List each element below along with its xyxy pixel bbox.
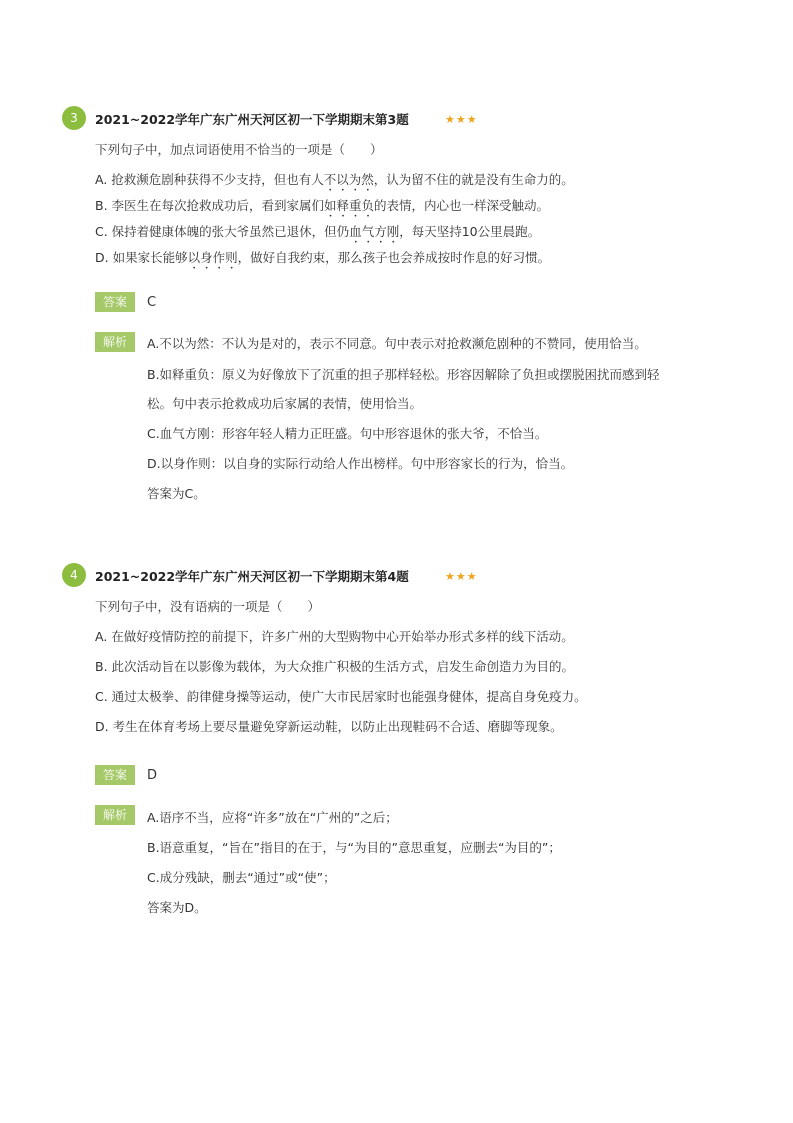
question-number-badge: 3 bbox=[62, 106, 86, 130]
question-title: 2021~2022学年广东广州天河区初一下学期期末第4题 bbox=[95, 569, 409, 584]
analysis-line: 答案为D。 bbox=[147, 900, 207, 915]
question-number-badge: 4 bbox=[62, 563, 86, 587]
answer-tag: 答案 bbox=[95, 765, 135, 785]
answer-tag: 答案 bbox=[95, 292, 135, 312]
option-text: ，认为留不住的就是没有生命力的。 bbox=[373, 172, 574, 187]
answer-value: C bbox=[147, 295, 157, 310]
analysis-line: A.不以为然：不认为是对的，表示不同意。句中表示对抢救濒危剧种的不赞同，使用恰当。 bbox=[147, 336, 647, 351]
option-c bbox=[95, 224, 540, 246]
option-text: ，做好自我约束，那么孩子也会养成按时作息的好习惯。 bbox=[237, 250, 551, 265]
dotted-phrase: 如释重负 bbox=[324, 198, 375, 213]
option-text: D. 如果家长能够 bbox=[95, 250, 188, 265]
option-text: 的表情，内心也一样深受触动。 bbox=[374, 198, 550, 213]
analysis-line: C.血气方刚：形容年轻人精力正旺盛。句中形容退休的张大爷，不恰当。 bbox=[147, 426, 548, 441]
question-stem: 下列句子中，没有语病的一项是（ ） bbox=[95, 599, 321, 614]
analysis-tag: 解析 bbox=[95, 332, 135, 352]
dotted-phrase: 不以为然 bbox=[323, 172, 374, 187]
option-text: A. 抢救濒危剧种获得不少支持，但也有人 bbox=[95, 172, 324, 187]
analysis-line: B.如释重负：原义为好像放下了沉重的担子那样轻松。形容因解除了负担或摆脱困扰而感到轻 bbox=[147, 367, 660, 382]
option-b: B. 此次活动旨在以影像为载体，为大众推广积极的生活方式，启发生命创造力为目的。 bbox=[95, 659, 575, 674]
analysis-tag: 解析 bbox=[95, 805, 135, 825]
analysis-line: A.语序不当，应将“许多”放在“广州的”之后； bbox=[147, 810, 398, 825]
option-a bbox=[95, 172, 574, 194]
analysis-line: D.以身作则：以自身的实际行动给人作出榜样。句中形容家长的行为，恰当。 bbox=[147, 456, 574, 471]
analysis-line: C.成分残缺，删去“通过”或“使”； bbox=[147, 870, 336, 885]
analysis-line: B.语意重复，“旨在”指目的在于，与“为目的”意思重复，应删去“为目的”； bbox=[147, 840, 561, 855]
difficulty-stars: ★★★ bbox=[445, 113, 478, 126]
analysis-line: 答案为C。 bbox=[147, 486, 206, 501]
option-a: A. 在做好疫情防控的前提下，许多广州的大型购物中心开始举办形式多样的线下活动。 bbox=[95, 629, 574, 644]
dotted-phrase: 血气方刚 bbox=[349, 224, 400, 239]
option-c: C. 通过太极拳、韵律健身操等运动，使广大市民居家时也能强身健体，提高自身免疫力。 bbox=[95, 689, 587, 704]
dotted-phrase: 以身作则 bbox=[187, 250, 238, 265]
question-title: 2021~2022学年广东广州天河区初一下学期期末第3题 bbox=[95, 112, 409, 127]
option-text: ，每天坚持10公里晨跑。 bbox=[399, 224, 541, 239]
option-d bbox=[95, 250, 550, 272]
option-d: D. 考生在体育考场上要尽量避免穿新运动鞋，以防止出现鞋码不合适、磨脚等现象。 bbox=[95, 719, 563, 734]
option-text: C. 保持着健康体魄的张大爷虽然已退休，但仍 bbox=[95, 224, 350, 239]
option-b bbox=[95, 198, 549, 220]
difficulty-stars: ★★★ bbox=[445, 570, 478, 583]
option-text: B. 李医生在每次抢救成功后，看到家属们 bbox=[95, 198, 325, 213]
analysis-line: 松。句中表示抢救成功后家属的表情，使用恰当。 bbox=[147, 396, 423, 411]
answer-value: D bbox=[147, 768, 158, 783]
question-stem: 下列句子中，加点词语使用不恰当的一项是（ ） bbox=[95, 142, 383, 157]
